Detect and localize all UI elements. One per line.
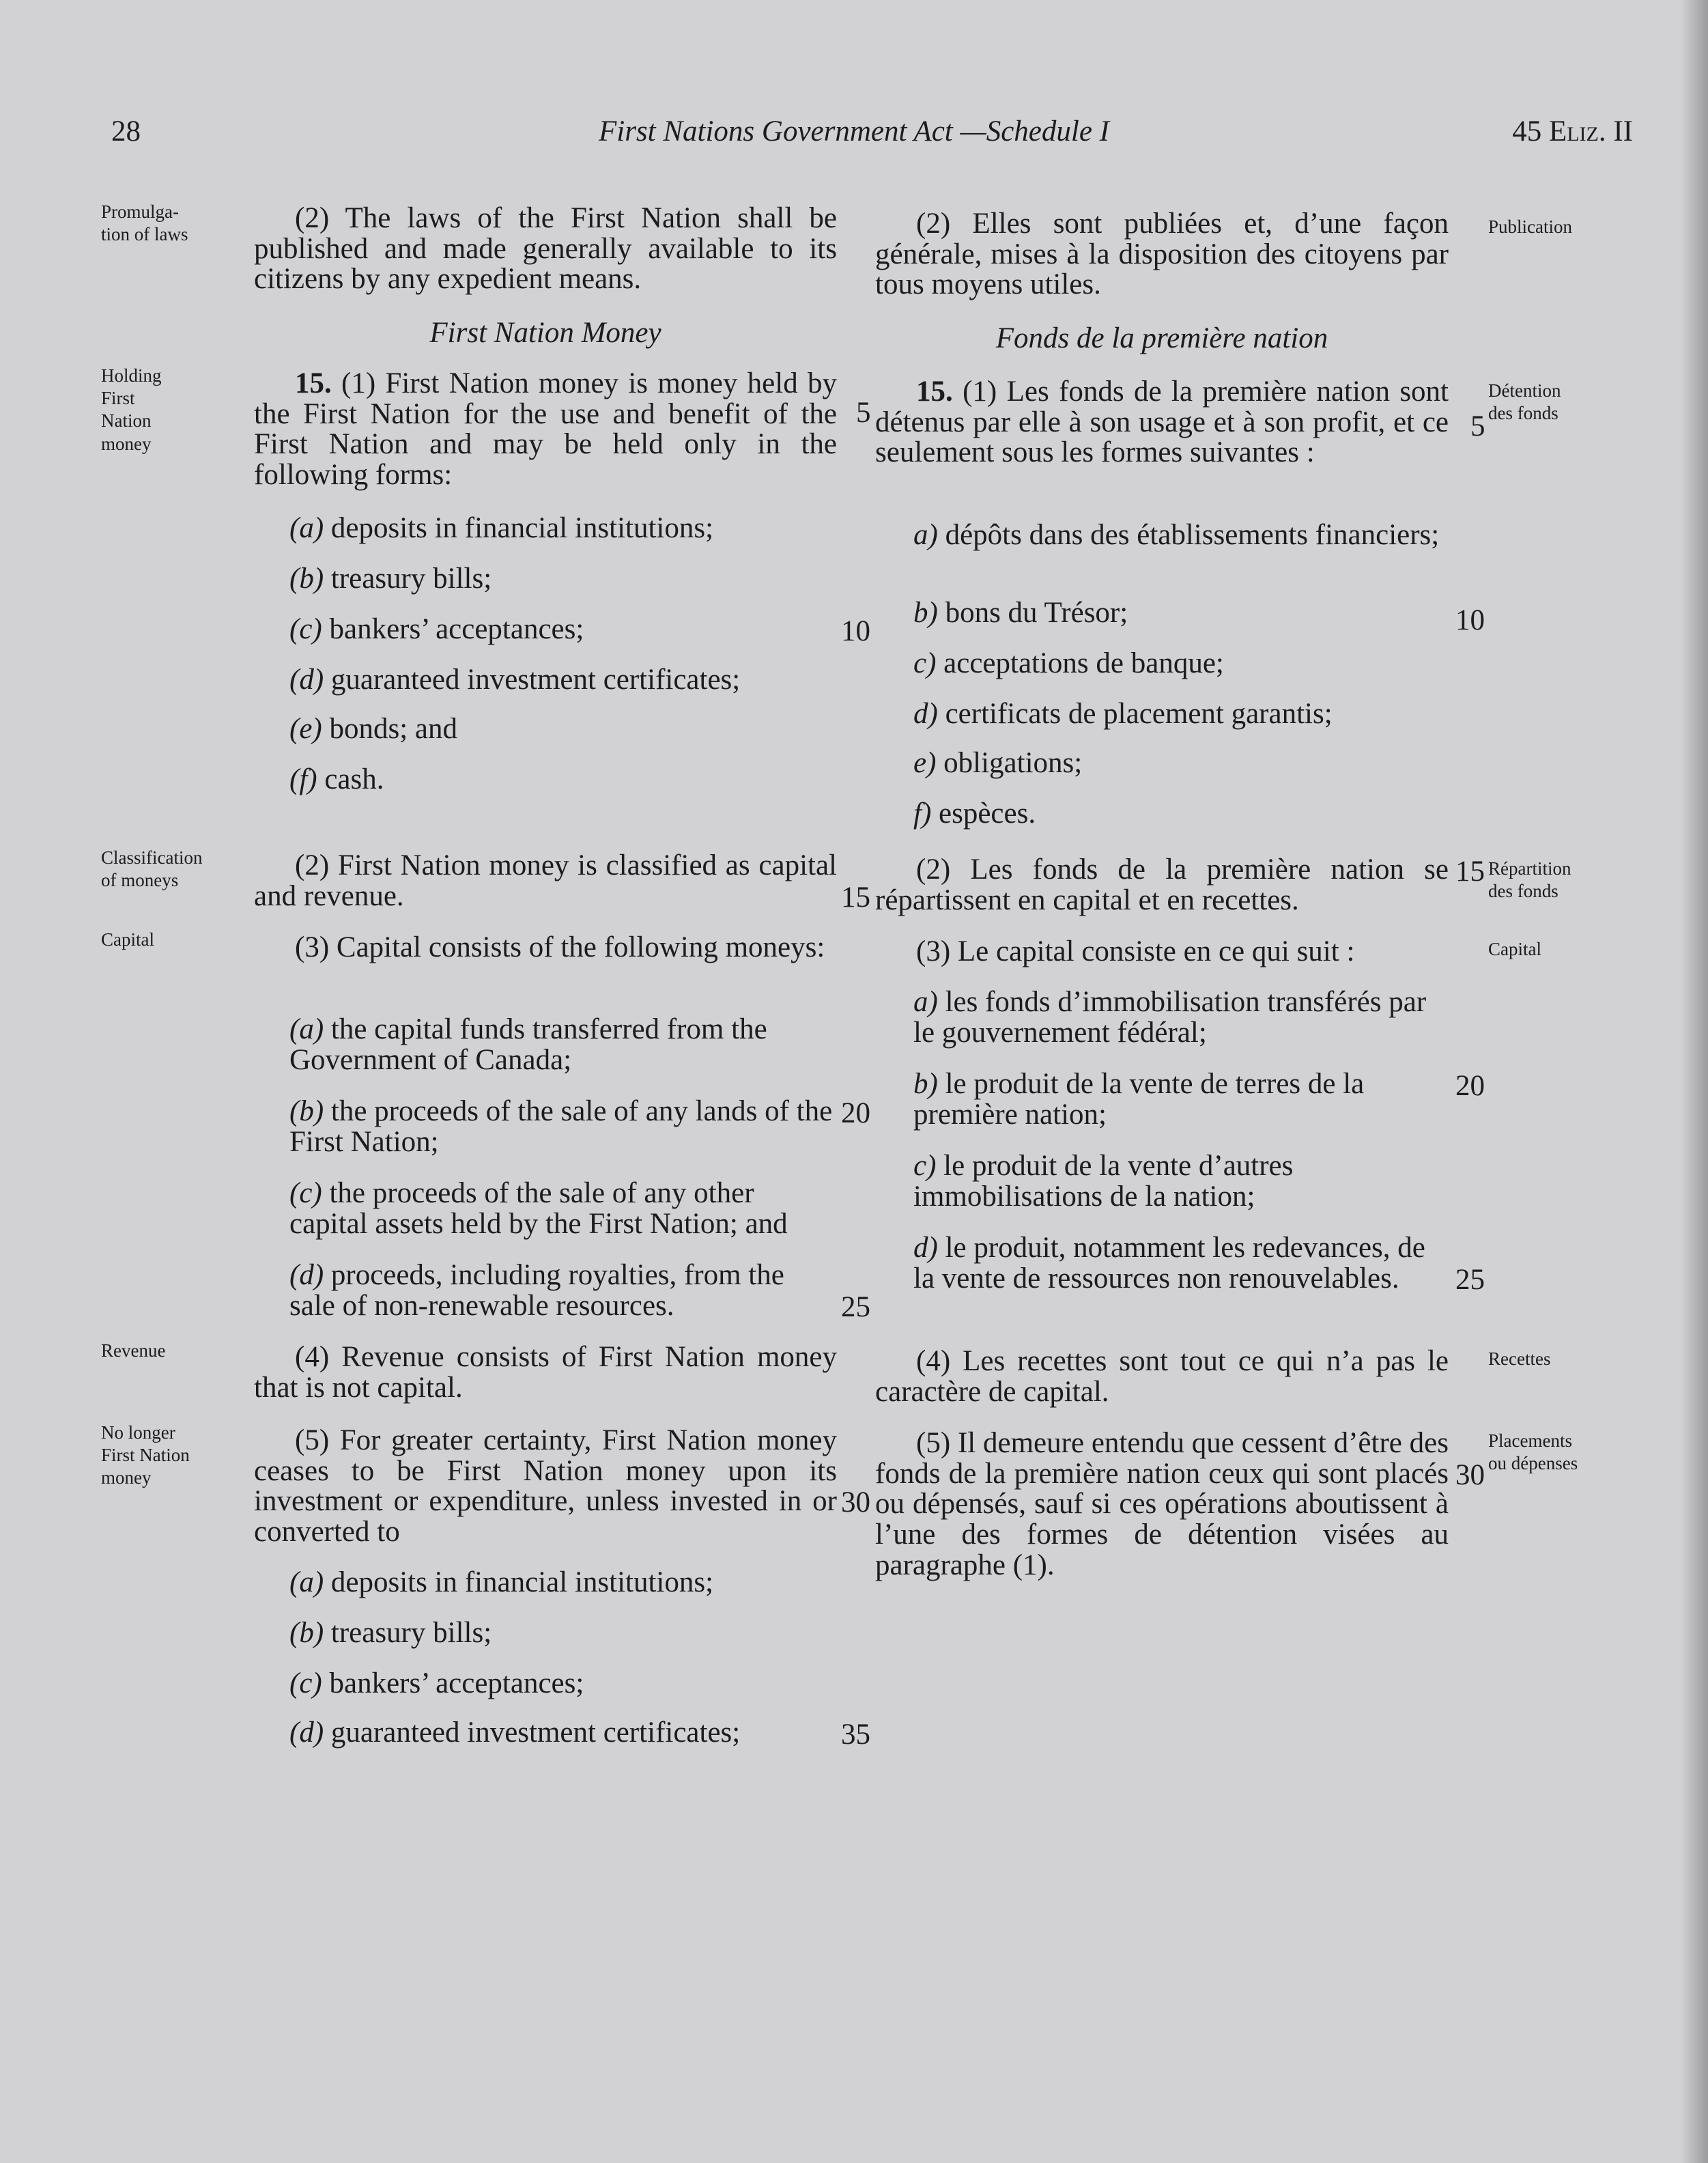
en-list-item [289, 1669, 836, 1699]
en-list-item [289, 1015, 836, 1075]
margin-note-placements [1488, 1430, 1625, 1475]
running-title: First Nations Government Act —Schedule I [598, 115, 1109, 147]
item-label: (d) [289, 1259, 324, 1291]
en-list-item [289, 1260, 836, 1321]
fr-list-item [913, 799, 1449, 830]
margin-note-line: Détention [1488, 380, 1561, 401]
item-label: b) [913, 1068, 938, 1100]
margin-note-line: Placements [1488, 1430, 1572, 1451]
en-list-item [289, 765, 836, 795]
margin-note-line: of moneys [101, 870, 179, 891]
margin-note-line: Nation [101, 410, 152, 432]
item-text: proceeds, including royalties, from the sale of non-renewable resources. [289, 1259, 784, 1322]
fr-list-item [913, 987, 1449, 1048]
en-heading: First Nation Money [429, 317, 661, 349]
item-label: d) [913, 698, 938, 730]
item-label: (a) [289, 512, 324, 544]
fr-subsection-15-3: (3) Le capital consiste en ce qui suit : [916, 935, 1355, 967]
line-number: 5 [1470, 410, 1485, 442]
fr-subsection-15-4: (4) Les recettes sont tout ce qui n’a pas le caractère de capital. [875, 1345, 1449, 1408]
en-subsection-15-4: (4) Revenue consists of First Nation money that is not capital. [254, 1341, 837, 1404]
item-text: le produit de la vente d’autres immobilisations de la nation; [913, 1150, 1294, 1213]
page-number: 28 [111, 115, 141, 147]
en-list-item [289, 1568, 836, 1598]
line-number: 30 [841, 1486, 870, 1518]
margin-note-holding [101, 365, 238, 455]
fr-list-item [913, 1151, 1449, 1212]
item-text: le produit de la vente de terres de la première nation; [913, 1068, 1365, 1131]
line-number: 5 [856, 397, 871, 429]
item-text: obligations; [936, 747, 1083, 779]
en-list-item [289, 665, 836, 696]
regnal-year-ordinal: II [1606, 115, 1633, 147]
en-section-15-1 [254, 369, 837, 491]
en-list-item [289, 714, 836, 745]
margin-note-line: des fonds [1488, 881, 1558, 902]
section-text: (1) Les fonds de la première nation sont détenus par elle à son usage et à son profit, et ce seulement sous les formes suivantes : [875, 376, 1449, 469]
item-label: (b) [289, 1617, 324, 1649]
item-text: the proceeds of the sale of any other capital assets held by the First Nation; and [289, 1177, 788, 1240]
item-label: c) [913, 1150, 937, 1182]
line-number: 20 [1455, 1070, 1485, 1102]
en-subsection-15-2: (2) First Nation money is classified as capital and revenue. [254, 849, 837, 912]
fr-subsection-15-5: (5) Il demeure entendu que cessent d’être des fonds de la première nation ceux qui sont placés ou dépensés, sauf si ces opérations aboutissent à l’une des formes de détention visées au paragraphe (1). [875, 1427, 1449, 1581]
en-list-item [289, 564, 836, 595]
fr-list-item [913, 748, 1449, 779]
margin-note-line: money [101, 433, 152, 454]
item-label: (d) [289, 1716, 324, 1749]
item-text: treasury bills; [324, 563, 492, 595]
line-number: 10 [1455, 604, 1485, 636]
fr-list-item [913, 598, 1449, 629]
en-list-item [289, 614, 836, 645]
item-label: (c) [289, 613, 322, 645]
item-text: le produit, notamment les redevances, de la vente de ressources non renouvelables. [913, 1232, 1425, 1295]
en-list-item [289, 513, 836, 544]
margin-note-line: Holding [101, 365, 162, 386]
item-label: c) [913, 647, 937, 679]
margin-note-no-longer [101, 1422, 238, 1490]
line-number: 15 [841, 881, 870, 914]
item-text: bankers’ acceptances; [322, 1667, 584, 1699]
item-text: treasury bills; [324, 1617, 492, 1649]
margin-note-line: tion of laws [101, 224, 188, 245]
margin-note-line: First Nation [101, 1445, 190, 1466]
regnal-year-name: Eliz. [1548, 115, 1606, 147]
margin-note-line: No longer [101, 1422, 175, 1443]
en-subsection-15-3: (3) Capital consists of the following moneys: [295, 931, 825, 963]
en-list-item [289, 1097, 836, 1157]
section-text: (1) First Nation money is money held by the First Nation for the use and benefit of the First Nation and may be held only in the following forms: [254, 367, 837, 492]
en-subsection-15-5: (5) For greater certainty, First Nation money ceases to be First Nation money upon its investment or expenditure, unless invested in or converted to [254, 1424, 837, 1549]
item-label: (d) [289, 664, 324, 696]
margin-note-promulgation [101, 201, 238, 246]
margin-note-repartition [1488, 858, 1625, 903]
margin-note-detention [1488, 380, 1625, 425]
item-text: les fonds d’immobilisation transférés par le gouvernement fédéral; [913, 986, 1427, 1049]
item-label: (f) [289, 763, 317, 795]
margin-note-line: Répartition [1488, 858, 1571, 879]
line-number: 20 [841, 1097, 870, 1129]
line-number: 35 [841, 1719, 870, 1751]
item-label: a) [913, 519, 938, 551]
item-text: certificats de placement garantis; [937, 698, 1333, 730]
item-text: the proceeds of the sale of any lands of the First Nation; [289, 1095, 833, 1158]
margin-note-line: des fonds [1488, 403, 1558, 424]
line-number: 15 [1455, 856, 1485, 888]
item-label: (b) [289, 563, 324, 595]
item-label: d) [913, 1232, 938, 1264]
margin-note-publication: Publication [1488, 216, 1572, 237]
item-label: a) [913, 986, 938, 1018]
item-text: deposits in financial institutions; [324, 512, 714, 544]
fr-section-15-1 [875, 377, 1449, 468]
item-label: (e) [289, 713, 322, 745]
en-list-item [289, 1618, 836, 1649]
en-list-item [289, 1178, 836, 1239]
item-text: guaranteed investment certificates; [324, 664, 741, 696]
margin-note-capital: Capital [101, 929, 154, 950]
line-number: 30 [1455, 1459, 1485, 1491]
section-number: 15. [295, 367, 332, 399]
line-number: 10 [841, 615, 870, 647]
item-text: bons du Trésor; [937, 597, 1128, 629]
section-number: 15. [916, 376, 953, 408]
fr-heading: Fonds de la première nation [995, 322, 1328, 354]
fr-list-item [913, 1233, 1449, 1294]
margin-note-capital-fr: Capital [1488, 939, 1541, 959]
item-label: (a) [289, 1566, 324, 1598]
item-label: (c) [289, 1177, 322, 1209]
margin-note-recettes: Recettes [1488, 1348, 1551, 1369]
item-label: (a) [289, 1013, 324, 1045]
item-label: b) [913, 597, 938, 629]
margin-note-revenue: Revenue [101, 1340, 166, 1361]
line-number: 25 [1455, 1264, 1485, 1296]
margin-note-line: ou dépenses [1488, 1453, 1578, 1474]
item-text: the capital funds transferred from the Government of Canada; [289, 1013, 767, 1076]
item-label: (b) [289, 1095, 324, 1127]
item-label: f) [913, 797, 932, 830]
en-list-item [289, 1718, 836, 1749]
fr-list-item [913, 699, 1449, 730]
margin-note-line: Promulga- [101, 201, 179, 222]
fr-list-item [913, 1069, 1449, 1130]
fr-subsection-14-2: (2) Elles sont publiées et, d’une façon générale, mises à la disposition des citoyens par tous moyens utiles. [875, 208, 1449, 301]
regnal-year-number: 45 [1512, 115, 1549, 147]
item-label: e) [913, 747, 937, 779]
margin-note-classification [101, 847, 238, 892]
fr-list-item [913, 649, 1449, 679]
item-text: espèces. [931, 797, 1036, 830]
en-subsection-14-2: (2) The laws of the First Nation shall be published and made generally available to its citizens by any expedient means. [254, 202, 837, 296]
page-edge-shadow [1681, 0, 1708, 2163]
fr-list-item [913, 520, 1449, 551]
margin-note-line: money [101, 1467, 152, 1488]
item-text: deposits in financial institutions; [324, 1566, 714, 1598]
item-text: dépôts dans des établissements financiers; [937, 519, 1440, 551]
item-text: cash. [317, 763, 384, 795]
line-number: 25 [841, 1291, 870, 1323]
regnal-year [1512, 115, 1633, 148]
item-text: bonds; and [322, 713, 458, 745]
item-label: (c) [289, 1667, 322, 1699]
item-text: acceptations de banque; [936, 647, 1224, 679]
item-text: bankers’ acceptances; [322, 613, 584, 645]
margin-note-line: Classification [101, 847, 203, 868]
item-text: guaranteed investment certificates; [324, 1716, 741, 1749]
margin-note-line: First [101, 388, 135, 409]
fr-subsection-15-2: (2) Les fonds de la première nation se répartissent en capital et en recettes. [875, 853, 1449, 916]
